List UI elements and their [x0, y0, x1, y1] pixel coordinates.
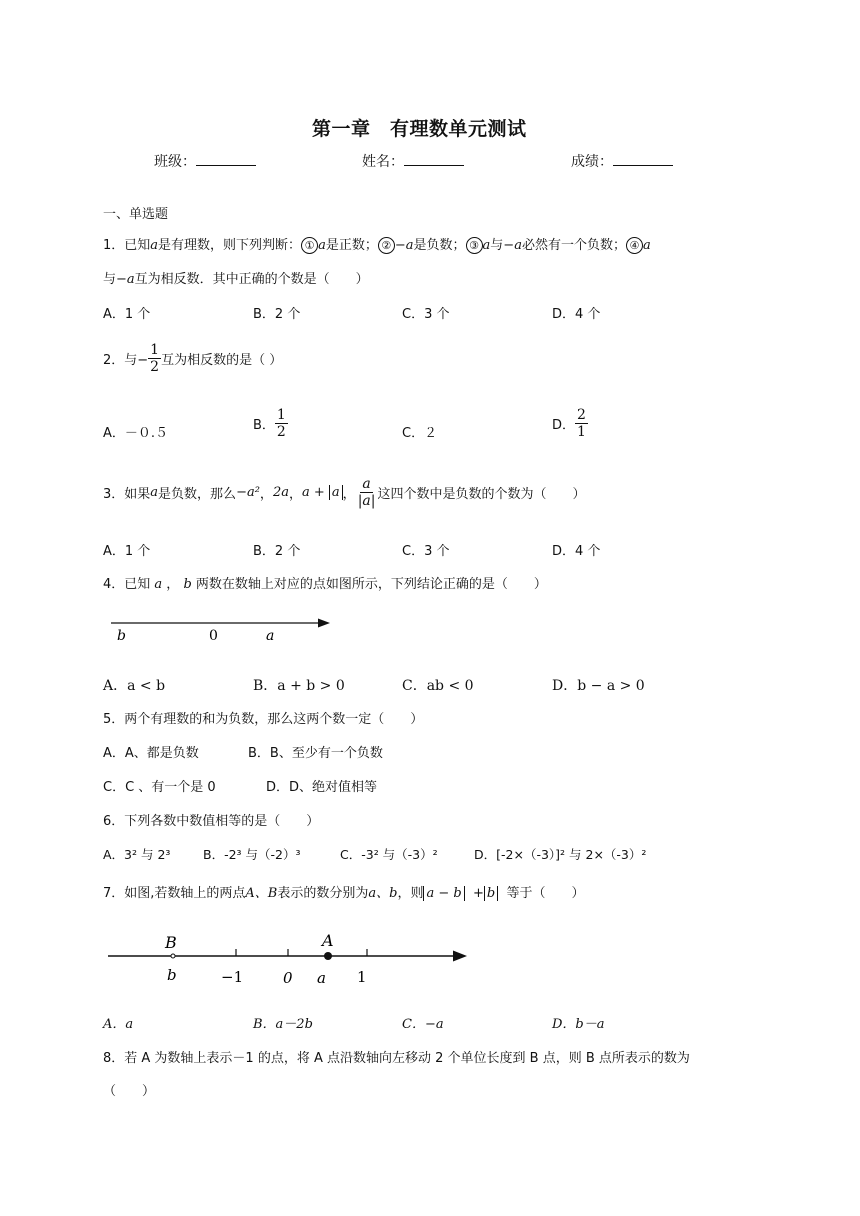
question-1-line-2: 与−a互为相反数．其中正确的个数是（ ）: [103, 272, 369, 287]
q6-option-b[interactable]: B．-2³ 与（-2）³: [203, 847, 301, 862]
q3-option-c[interactable]: C．3 个: [402, 544, 450, 559]
section-heading: 一、单选题: [103, 207, 169, 222]
q5-option-c[interactable]: C．C 、有一个是 0: [103, 780, 216, 795]
q1-option-a[interactable]: A．1 个: [103, 307, 151, 322]
q7-option-c[interactable]: C．−a: [402, 1017, 444, 1032]
axis-label-0: 0: [209, 628, 218, 644]
q4-option-c[interactable]: C．ab < 0: [402, 678, 474, 694]
question-5: 5．两个有理数的和为负数，那么这两个数一定（ ）: [103, 712, 424, 727]
axis-label-b: b: [167, 966, 177, 984]
question-7: 7．如图,若数轴上的两点A、B表示的数分别为a、b，则 a − b + b 等于（ ）: [103, 886, 585, 901]
axis-label-a: a: [266, 628, 275, 644]
q5-option-b[interactable]: B．B、至少有一个负数: [248, 746, 383, 761]
q4-option-d[interactable]: D．b − a > 0: [552, 678, 645, 694]
q3-option-b[interactable]: B．2 个: [253, 544, 301, 559]
q3-option-a[interactable]: A．1 个: [103, 544, 151, 559]
class-blank[interactable]: [196, 151, 256, 166]
class-field: [154, 151, 256, 171]
axis-label-neg1: −1: [221, 968, 244, 986]
q2-option-d[interactable]: D． $\frac{2}{1}$: [552, 407, 586, 440]
q3-option-d[interactable]: D．4 个: [552, 544, 601, 559]
question-6: 6．下列各数中数值相等的是（ ）: [103, 814, 320, 829]
q6-option-c[interactable]: C．-3² 与（-3）²: [340, 847, 438, 862]
page-title: 第一章 有理数单元测试: [312, 118, 527, 140]
q4-option-a[interactable]: A．a < b: [103, 678, 166, 694]
q5-option-a[interactable]: A．A、都是负数: [103, 746, 199, 761]
question-8-line-2: （ ）: [103, 1084, 156, 1099]
number-line-q4: [108, 610, 338, 646]
question-3: 3．如果a是负数，那么−a²，2a，a + a ， $\frac{a}{|a|}$ 这四个数中是负数的个数为（ ）: [103, 476, 586, 509]
q7-option-a[interactable]: A．a: [103, 1017, 134, 1032]
q4-option-b[interactable]: B．a + b > 0: [253, 678, 345, 694]
q1-option-d[interactable]: D．4 个: [552, 307, 601, 322]
axis-label-1: 1: [357, 968, 367, 986]
class-label: 班级：: [154, 154, 196, 170]
question-4: 4．已知 a ， b 两数在数轴上对应的点如图所示，下列结论正确的是（ ）: [103, 577, 547, 592]
q1-option-c[interactable]: C．3 个: [402, 307, 450, 322]
question-2: 2．与− $\frac{1}{2}$ 互为相反数的是（ ）: [103, 342, 283, 375]
q2-option-a[interactable]: A．－０.５: [103, 426, 169, 441]
q2-option-b[interactable]: B． $\frac{1}{2}$: [253, 407, 286, 440]
question-1-line-1: 1．已知a是有理数，则下列判断： ① a是正数； ② −a是负数； ③ a与−a必然有一个负数； ④ a: [103, 238, 651, 253]
q2-option-c[interactable]: C．２: [402, 426, 438, 441]
q5-option-d[interactable]: D．D、绝对值相等: [266, 780, 378, 795]
q7-option-b[interactable]: B．a－2b: [253, 1017, 313, 1032]
axis-label-a: a: [317, 969, 326, 987]
number-line-q7: [105, 930, 475, 992]
axis-label-b: b: [117, 628, 126, 644]
question-8-line-1: 8．若 A 为数轴上表示－1 的点，将 A 点沿数轴向左移动 2 个单位长度到 B 点，则 B 点所表示的数为: [103, 1051, 690, 1066]
score-field: [571, 151, 673, 171]
q6-option-a[interactable]: A．3² 与 2³: [103, 847, 171, 862]
point-label-A: A: [322, 931, 334, 950]
score-blank[interactable]: [613, 151, 673, 166]
score-label: 成绩：: [571, 154, 613, 170]
point-label-B: B: [165, 933, 177, 952]
name-field: [362, 151, 464, 171]
q6-option-d[interactable]: D．[-2×（-3）]² 与 2×（-3）²: [474, 847, 647, 862]
axis-label-0: 0: [283, 969, 293, 987]
name-blank[interactable]: [404, 151, 464, 166]
name-label: 姓名：: [362, 154, 404, 170]
q7-option-d[interactable]: D．b－a: [552, 1017, 605, 1032]
q1-option-b[interactable]: B．2 个: [253, 307, 301, 322]
